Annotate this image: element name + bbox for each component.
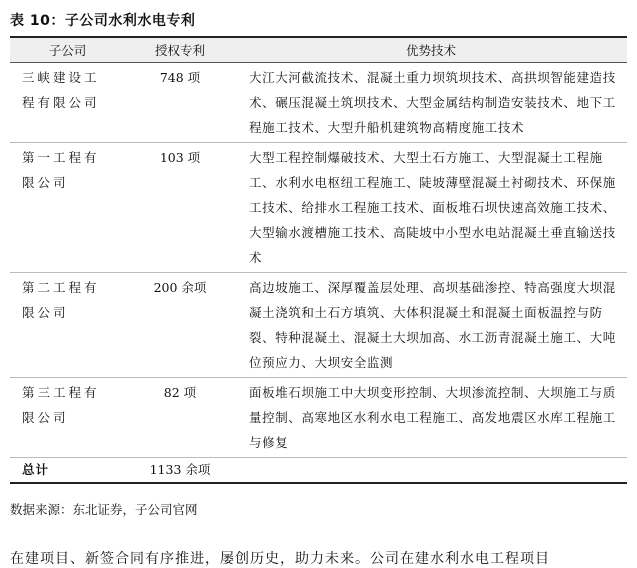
total-label: 总计: [10, 458, 125, 484]
total-tech-empty: [235, 458, 627, 484]
patent-count: 748 项: [125, 63, 235, 143]
total-row: [10, 458, 627, 484]
body-text-cutoff: 在建项目、新签合同有序推进，屡创历史，助力未来。公司在建水利水电工程项目: [10, 551, 550, 567]
total-patents: 1133 余项: [125, 458, 235, 484]
table-row: [10, 273, 627, 378]
patent-count: 200 余项: [125, 273, 235, 378]
table-row: [10, 378, 627, 458]
company-name: 三峡建设工程有限公司: [22, 70, 100, 110]
header-tech: 优势技术: [235, 37, 627, 63]
header-patents: 授权专利: [125, 37, 235, 63]
company-cell: [10, 378, 125, 458]
table-title: 表 10：子公司水利水电专利: [10, 13, 196, 29]
table-header-row: [10, 37, 627, 63]
header-company: 子公司: [10, 37, 125, 63]
table-row: [10, 143, 627, 273]
tech-description: 高边坡施工、深厚覆盖层处理、高坝基础渗控、特高强度大坝混凝土浇筑和土石方填筑、大体积混凝土和混凝土面板温控与防裂、特种混凝土、混凝土大坝加高、水工沥青混凝土施工、大吨位预应力、大坝安全监测: [235, 273, 627, 378]
patent-count: 82 项: [125, 378, 235, 458]
company-name: 第三工程有限公司: [22, 385, 100, 425]
company-cell: [10, 143, 125, 273]
tech-description: 面板堆石坝施工中大坝变形控制、大坝渗流控制、大坝施工与质量控制、高寒地区水利水电工程施工、高发地震区水库工程施工与修复: [235, 378, 627, 458]
patent-count: 103 项: [125, 143, 235, 273]
table-row: [10, 63, 627, 143]
tech-description: 大江大河截流技术、混凝土重力坝筑坝技术、高拱坝智能建造技术、碾压混凝土筑坝技术、大型金属结构制造安装技术、地下工程施工技术、大型升船机建筑物高精度施工技术: [235, 63, 627, 143]
company-cell: [10, 63, 125, 143]
company-cell: [10, 273, 125, 378]
company-name: 第一工程有限公司: [22, 150, 100, 190]
tech-description: 大型工程控制爆破技术、大型土石方施工、大型混凝土工程施工、水利水电枢纽工程施工、陡坡薄壁混凝土衬砌技术、环保施工技术、给排水工程施工技术、面板堆石坝快速高效施工技术、大型输水渡槽施工技术、高陡坡中小型水电站混凝土垂直输送技术: [235, 143, 627, 273]
patent-table: [10, 36, 627, 484]
data-source: 数据来源：东北证券，子公司官网: [10, 502, 198, 517]
company-name: 第二工程有限公司: [22, 280, 100, 320]
